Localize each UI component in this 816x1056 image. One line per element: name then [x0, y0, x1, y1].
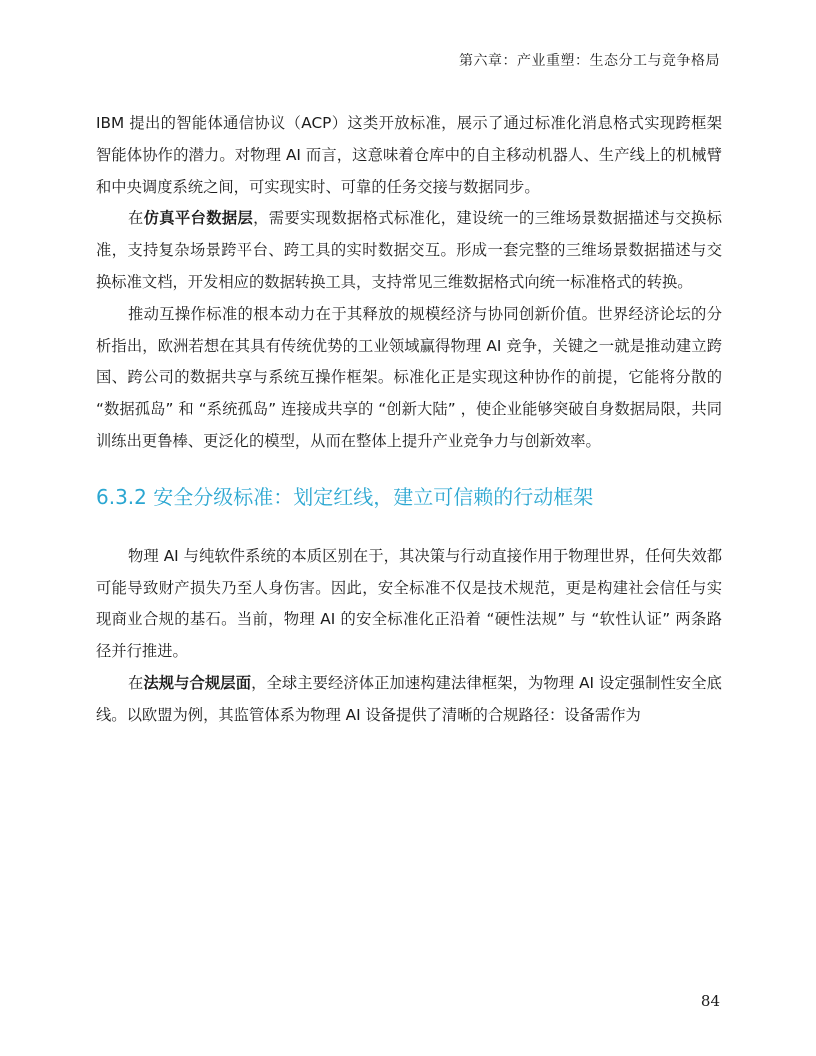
body-paragraph: 推动互操作标准的根本动力在于其释放的规模经济与协同创新价值。世界经济论坛的分析指出，欧洲若想在其具有传统优势的工业领域赢得物理 AI 竞争，关键之一就是推动建立跨国、跨公司的数据共享与系统互操作框架。标准化正是实现这种协作的前提，它能将分散的 “数据孤岛” 和 “系统孤岛” 连接成共享的 “创新大陆” ，使企业能够突破自身数据局限，共同训练出更鲁棒、更泛化的模型，从而在整体上提升产业竞争力与创新效率。	[96, 304, 722, 450]
running-header: 第六章：产业重塑：生态分工与竞争格局	[459, 53, 720, 69]
paragraph-text: ，需要实现数据格式标准化，建设统一的三维场景数据描述与交换标准，支持复杂场景跨平台、跨工具的实时数据交互。形成一套完整的三维场景数据描述与交换标准文档，开发相应的数据转换工具，支持常见三维数据格式向统一标准格式的转换。	[96, 209, 722, 291]
paragraph-text: ，全球主要经济体正加速构建法律框架，为物理 AI 设定强制性安全底线。以欧盟为例，其监管体系为物理 AI 设备提供了清晰的合规路径：设备需作为	[96, 673, 722, 724]
body-paragraph	[96, 203, 722, 298]
body-paragraph: IBM 提出的智能体通信协议（ACP）这类开放标准，展示了通过标准化消息格式实现跨框架智能体协作的潜力。对物理 AI 而言，这意味着仓库中的自主移动机器人、生产线上的机械臂和中央调度系统之间，可实现实时、可靠的任务交接与数据同步。	[96, 114, 722, 196]
page-body	[96, 108, 722, 732]
paragraph-lead: 在	[128, 673, 144, 692]
bold-term: 法规与合规层面	[143, 673, 252, 692]
paragraph-lead: 在	[128, 209, 144, 228]
page-number: 84	[700, 992, 720, 1010]
section-heading: 6.3.2 安全分级标准：划定红线，建立可信赖的行动框架	[96, 484, 594, 509]
body-paragraph: 物理 AI 与纯软件系统的本质区别在于，其决策与行动直接作用于物理世界，任何失效都可能导致财产损失乃至人身伤害。因此，安全标准不仅是技术规范，更是构建社会信任与实现商业合规的基石。当前，物理 AI 的安全标准化正沿着 “硬性法规” 与 “软性认证” 两条路径并行推进。	[96, 546, 722, 661]
bold-term: 仿真平台数据层	[143, 209, 254, 228]
body-paragraph	[96, 668, 722, 732]
